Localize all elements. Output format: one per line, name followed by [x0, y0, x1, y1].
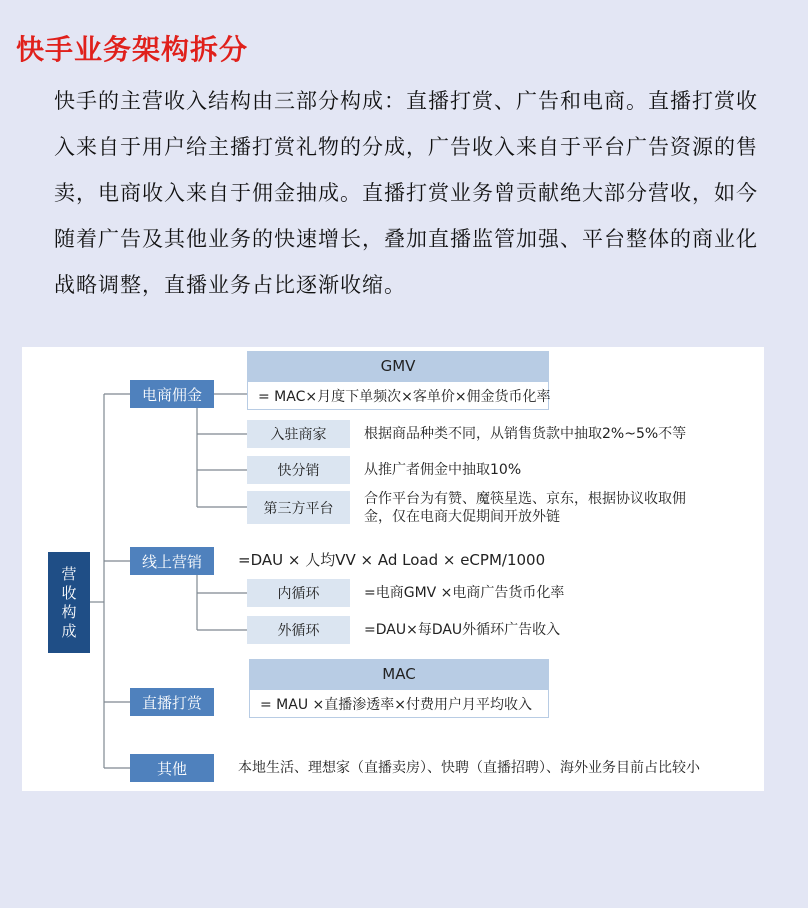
ecommerce-item-merchant: 入驻商家: [247, 420, 350, 448]
category-online-marketing: 线上营销: [130, 547, 214, 575]
ecommerce-gmv-header: GMV: [247, 351, 549, 381]
ecommerce-item-third-party: 第三方平台: [247, 491, 350, 524]
ecommerce-item-third-party-desc-2: 金，仅在电商大促期间开放外链: [364, 509, 560, 525]
online-item-outer-loop: 外循环: [247, 616, 350, 644]
category-ecommerce: 电商佣金: [130, 380, 214, 408]
intro-paragraph: 快手的主营收入结构由三部分构成：直播打赏、广告和电商。直播打赏收入来自于用户给主播打赏礼物的分成，广告收入来自于平台广告资源的售卖，电商收入来自于佣金抽成。直播打赏业务曾贡献绝大部分营收，如今随着广告及其他业务的快速增长，叠加直播监管加强、平台整体的商业化战略调整，直播业务占比逐渐收缩。: [54, 89, 758, 297]
root-char: 营: [61, 564, 77, 583]
online-formula: =DAU × 人均VV × Ad Load × eCPM/1000: [238, 551, 546, 569]
root-char: 构: [61, 602, 77, 621]
category-live-tipping: 直播打赏: [130, 688, 214, 716]
live-mac-formula: = MAU ×直播渗透率×付费用户月平均收入: [249, 689, 549, 718]
ecommerce-item-kuaifenxiao: 快分销: [247, 456, 350, 484]
root-revenue-box: [48, 552, 90, 653]
ecommerce-item-third-party-desc-1: 合作平台为有赞、魔筷星选、京东，根据协议收取佣: [364, 491, 686, 507]
online-item-inner-loop-desc: =电商GMV ×电商广告货币化率: [364, 585, 565, 601]
root-char: 收: [61, 583, 77, 602]
ecommerce-item-merchant-desc: 根据商品种类不同，从销售货款中抽取2%~5%不等: [364, 426, 687, 442]
root-char: 成: [61, 621, 77, 640]
page-title: 快手业务架构拆分: [16, 33, 249, 66]
revenue-structure-diagram: [22, 347, 764, 791]
ecommerce-gmv-formula: = MAC×月度下单频次×客单价×佣金货币化率: [247, 381, 549, 410]
category-other: 其他: [130, 754, 214, 782]
online-item-inner-loop: 内循环: [247, 579, 350, 607]
online-item-outer-loop-desc: =DAU×每DAU外循环广告收入: [364, 622, 561, 638]
live-mac-header: MAC: [249, 659, 549, 689]
ecommerce-item-kuaifenxiao-desc: 从推广者佣金中抽取10%: [364, 462, 522, 478]
other-desc: 本地生活、理想家（直播卖房）、快聘（直播招聘）、海外业务目前占比较小: [238, 760, 700, 776]
